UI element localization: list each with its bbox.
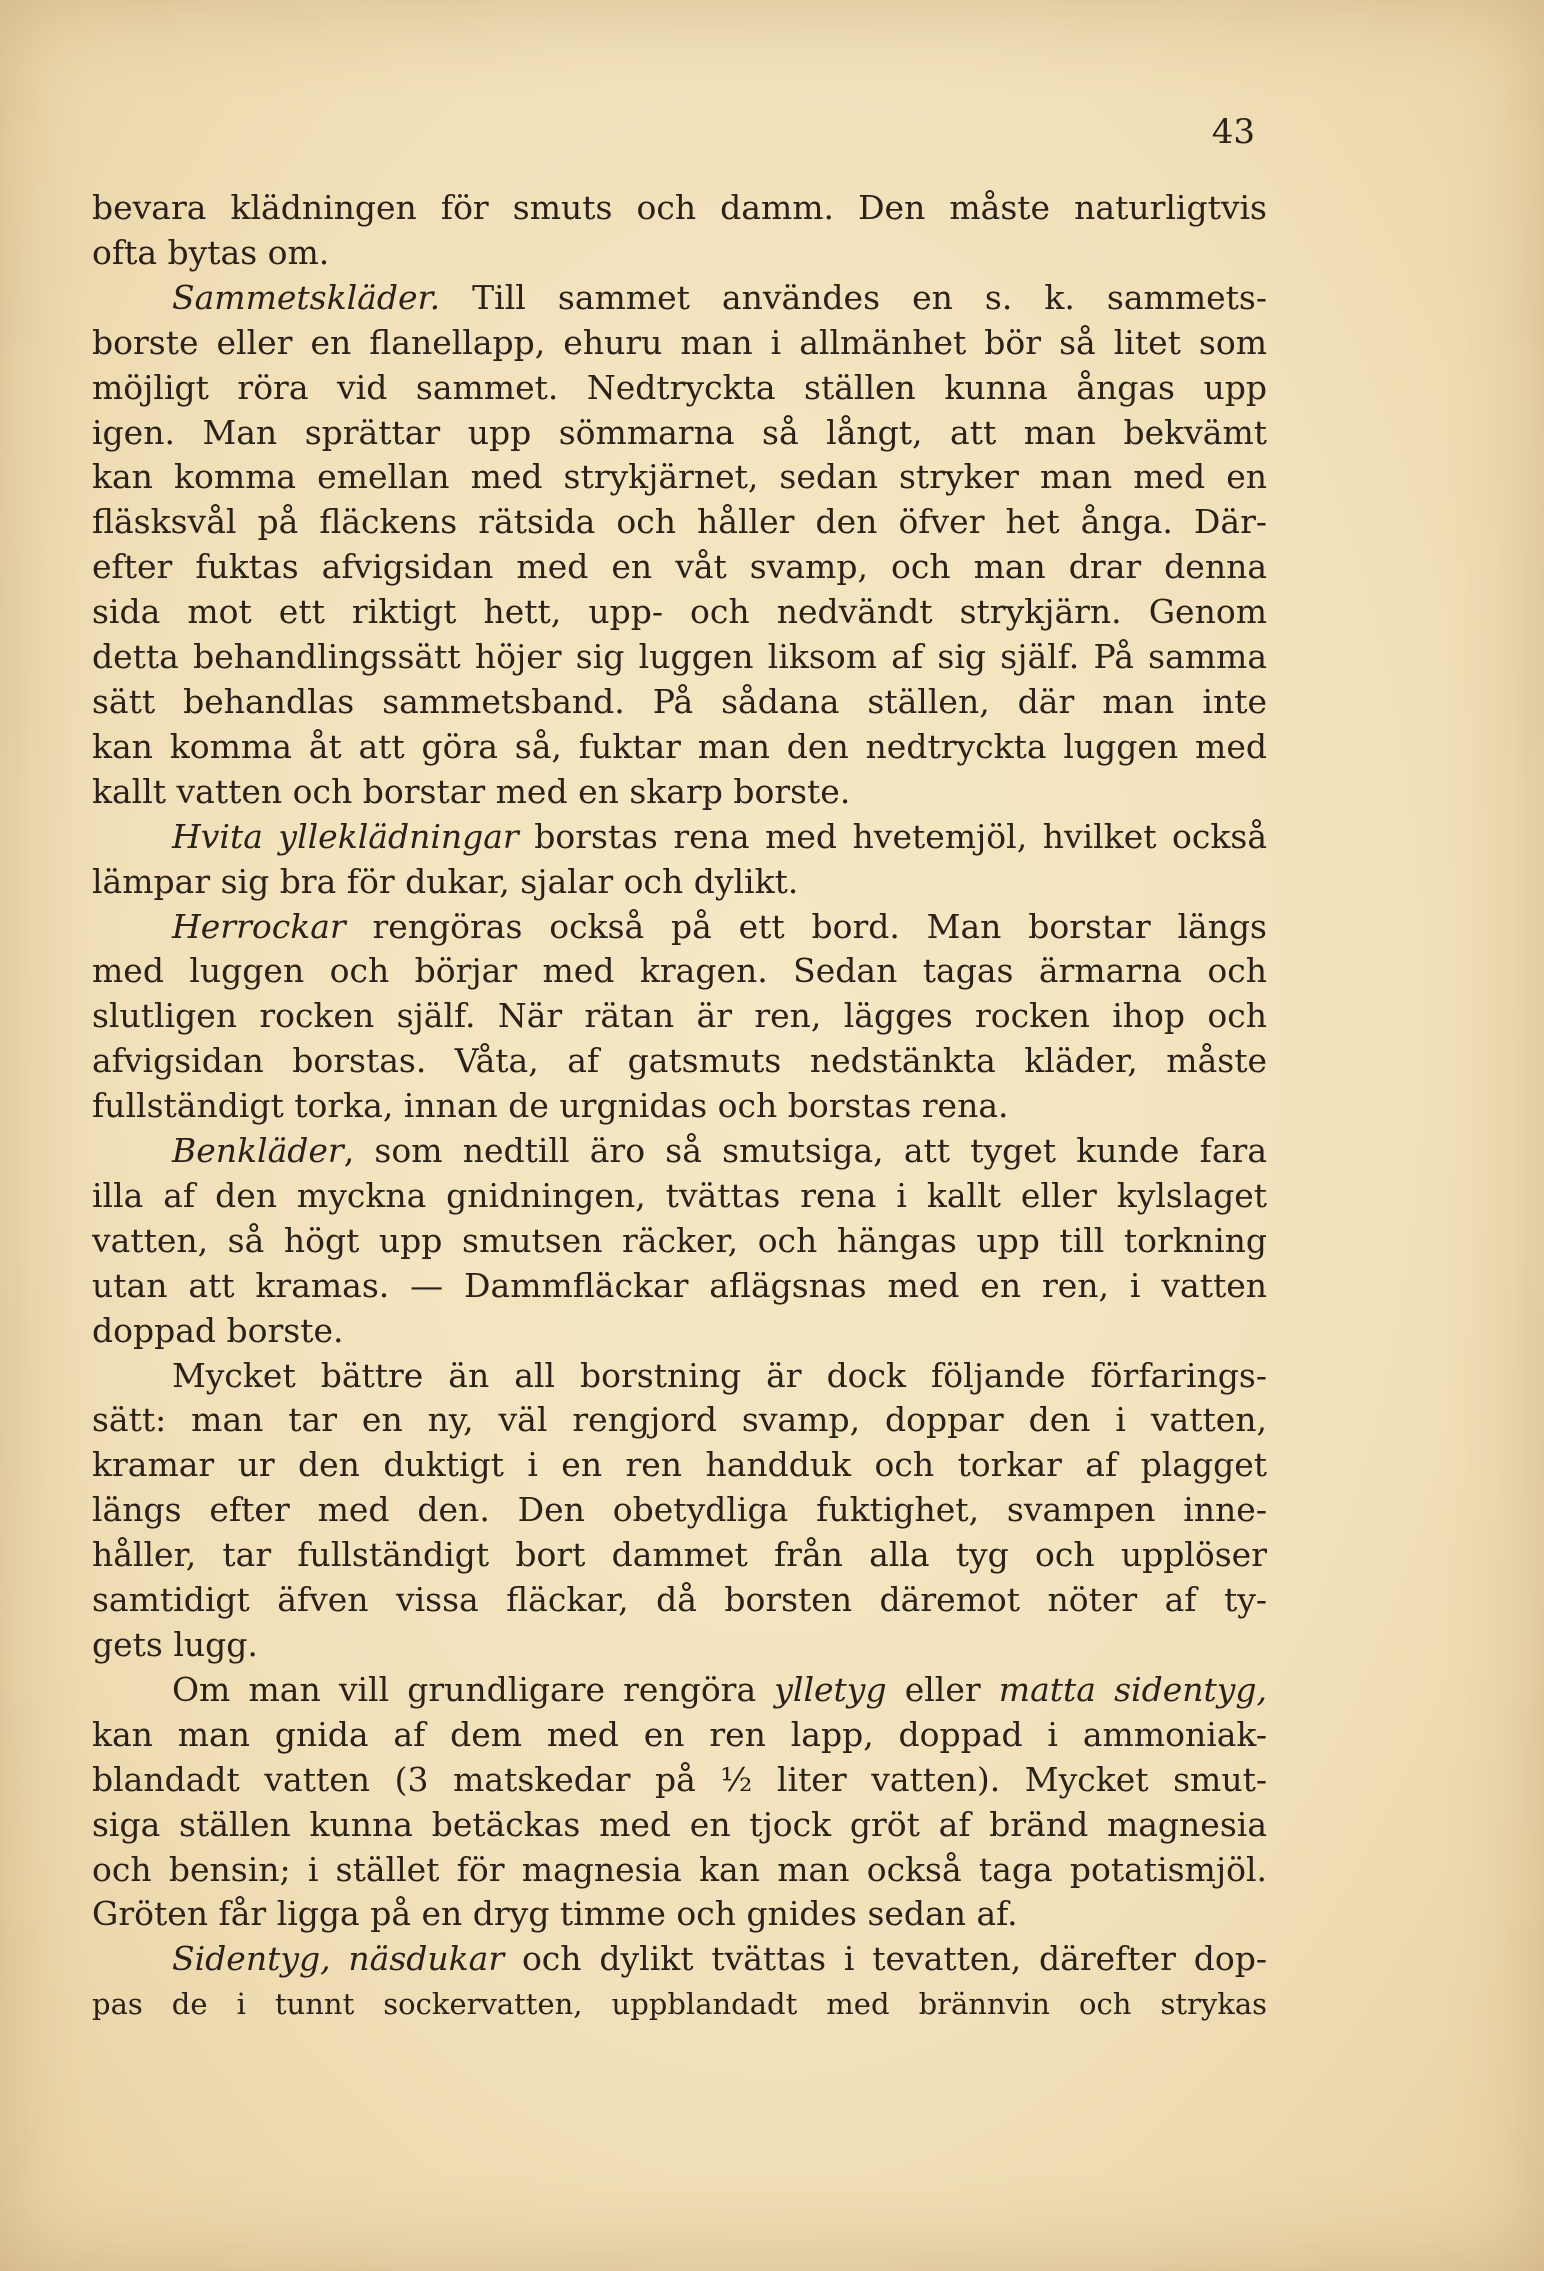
text-run: detta behandlingssätt höjer sig luggen liksom af sig själf. På samma — [92, 637, 1267, 677]
text-run: blandadt vatten (3 matskedar på ½ liter vatten). Mycket smut- — [92, 1759, 1267, 1799]
text-run: kramar ur den duktigt i en ren handduk och torkar af plagget — [92, 1445, 1267, 1485]
text-run: bevara klädningen för smuts och damm. Den måste naturligtvis — [92, 188, 1267, 227]
text-line — [92, 1668, 1267, 1713]
text-run: igen. Man sprättar upp sömmarna så långt, att man bekvämt — [92, 412, 1267, 452]
text-run: Om man vill grundligare rengöra — [172, 1669, 775, 1709]
text-run: eller — [886, 1669, 999, 1709]
text-run: afvigsidan borstas. Våta, af gatsmuts nedstänkta kläder, måste — [92, 1041, 1267, 1081]
text-run: fullständigt torka, innan de urgnidas och borstas rena. — [92, 1086, 1009, 1126]
text-run: längs efter med den. Den obetydliga fuktighet, svampen inne- — [92, 1490, 1267, 1530]
italic-term: Sidentyg, näsdukar — [172, 1939, 505, 1979]
text-line — [92, 680, 1267, 725]
italic-term: Sammetskläder. — [172, 277, 441, 317]
text-line — [92, 1713, 1267, 1758]
text-line — [92, 1039, 1267, 1084]
text-line — [92, 321, 1267, 366]
text-run: kan man gnida af dem med en ren lapp, doppad i ammoniak- — [92, 1714, 1267, 1754]
text-line — [92, 1309, 1267, 1354]
text-run: håller, tar fullständigt bort dammet från alla tyg och upplöser — [92, 1535, 1267, 1575]
text-line — [92, 1488, 1267, 1533]
text-run: borste eller en flanellapp, ehuru man i allmänhet bör så litet som — [92, 322, 1267, 362]
text-line — [92, 1937, 1267, 1982]
text-run: sida mot ett riktigt hett, upp- och nedvändt strykjärn. Genom — [92, 592, 1267, 632]
text-run: Gröten får ligga på en dryg timme och gnides sedan af. — [92, 1894, 1018, 1934]
text-line — [92, 1623, 1267, 1668]
text-run: sätt behandlas sammetsband. På sådana ställen, där man inte — [92, 681, 1267, 721]
text-line — [92, 1084, 1267, 1129]
text-run: samtidigt äfven vissa fläckar, då borsten däremot nöter af ty- — [92, 1580, 1267, 1620]
text-run: vatten, så högt upp smutsen räcker, och hängas upp till torkning — [92, 1220, 1267, 1260]
italic-term: Hvita ylleklädningar — [172, 816, 519, 856]
text-line — [92, 1803, 1267, 1848]
text-line — [92, 994, 1267, 1039]
text-run: med luggen och börjar med kragen. Sedan tagas ärmarna och — [92, 951, 1267, 991]
text-line — [92, 366, 1267, 411]
text-run: ofta bytas om. — [92, 232, 330, 272]
text-run: , som nedtill äro så smutsiga, att tyget kunde fara — [343, 1131, 1267, 1171]
italic-term: ylletyg — [774, 1669, 887, 1709]
italic-term: Benkläder — [172, 1131, 344, 1171]
text-line — [92, 1443, 1267, 1488]
text-run: lämpar sig bra för dukar, sjalar och dylikt. — [92, 861, 799, 901]
text-line — [92, 770, 1267, 815]
text-line — [92, 815, 1267, 860]
text-line — [92, 276, 1267, 321]
text-run: kan komma åt att göra så, fuktar man den nedtryckta luggen med — [92, 726, 1267, 766]
text-line — [92, 1354, 1267, 1399]
text-line — [92, 1848, 1267, 1893]
text-run: borstas rena med hvetemjöl, hvilket också — [518, 816, 1267, 856]
text-run: gets lugg. — [92, 1625, 258, 1664]
text-run: Till sammet användes en s. k. sammets- — [440, 277, 1267, 317]
text-run: Mycket bättre än all borstning är dock följande förfarings- — [172, 1355, 1267, 1395]
text-run: kallt vatten och borstar med en skarp borste. — [92, 771, 851, 811]
italic-term: Herrockar — [172, 906, 346, 946]
text-line — [92, 1892, 1267, 1937]
text-line — [92, 590, 1267, 635]
text-line — [92, 1578, 1267, 1623]
text-run: doppad borste. — [92, 1310, 344, 1350]
text-line — [92, 905, 1267, 950]
text-run: sätt: man tar en ny, väl rengjord svamp, doppar den i vatten, — [92, 1400, 1267, 1440]
text-run: kan komma emellan med strykjärnet, sedan stryker man med en — [92, 457, 1267, 497]
text-line — [92, 725, 1267, 770]
text-run: illa af den myckna gnidningen, tvättas rena i kallt eller kylslaget — [92, 1175, 1267, 1215]
text-line — [92, 231, 1267, 276]
text-line — [92, 1219, 1267, 1264]
text-line — [92, 545, 1267, 590]
text-line — [92, 1533, 1267, 1578]
text-run: pas de i tunnt sockervatten, uppblandadt med brännvin och strykas — [92, 1987, 1267, 2022]
text-line — [92, 1174, 1267, 1219]
page-number: 43 — [1211, 112, 1255, 152]
italic-term: matta sidentyg, — [998, 1669, 1267, 1709]
text-line — [92, 1758, 1267, 1803]
text-line — [92, 455, 1267, 500]
text-run: siga ställen kunna betäckas med en tjock gröt af bränd magnesia — [92, 1804, 1267, 1844]
text-line — [92, 1398, 1267, 1443]
text-line — [92, 186, 1267, 231]
body-text — [92, 186, 1267, 2027]
text-line — [92, 1982, 1267, 2027]
text-run: möjligt röra vid sammet. Nedtryckta ställen kunna ångas upp — [92, 367, 1267, 407]
text-line — [92, 635, 1267, 680]
text-line — [92, 949, 1267, 994]
text-run: och bensin; i stället för magnesia kan man också taga potatismjöl. — [92, 1849, 1267, 1889]
text-run: och dylikt tvättas i tevatten, därefter dop- — [504, 1939, 1267, 1979]
text-line — [92, 1129, 1267, 1174]
text-run: slutligen rocken själf. När rätan är ren, lägges rocken ihop och — [92, 996, 1267, 1036]
text-line — [92, 860, 1267, 905]
text-run: fläsksvål på fläckens rätsida och håller den öfver het ånga. Där- — [92, 502, 1267, 542]
text-line — [92, 500, 1267, 545]
text-run: utan att kramas. — Dammfläckar aflägsnas med en ren, i vatten — [92, 1265, 1267, 1305]
text-line — [92, 1264, 1267, 1309]
text-run: rengöras också på ett bord. Man borstar längs — [345, 906, 1267, 946]
text-run: efter fuktas afvigsidan med en våt svamp, och man drar denna — [92, 547, 1267, 587]
text-line — [92, 411, 1267, 456]
